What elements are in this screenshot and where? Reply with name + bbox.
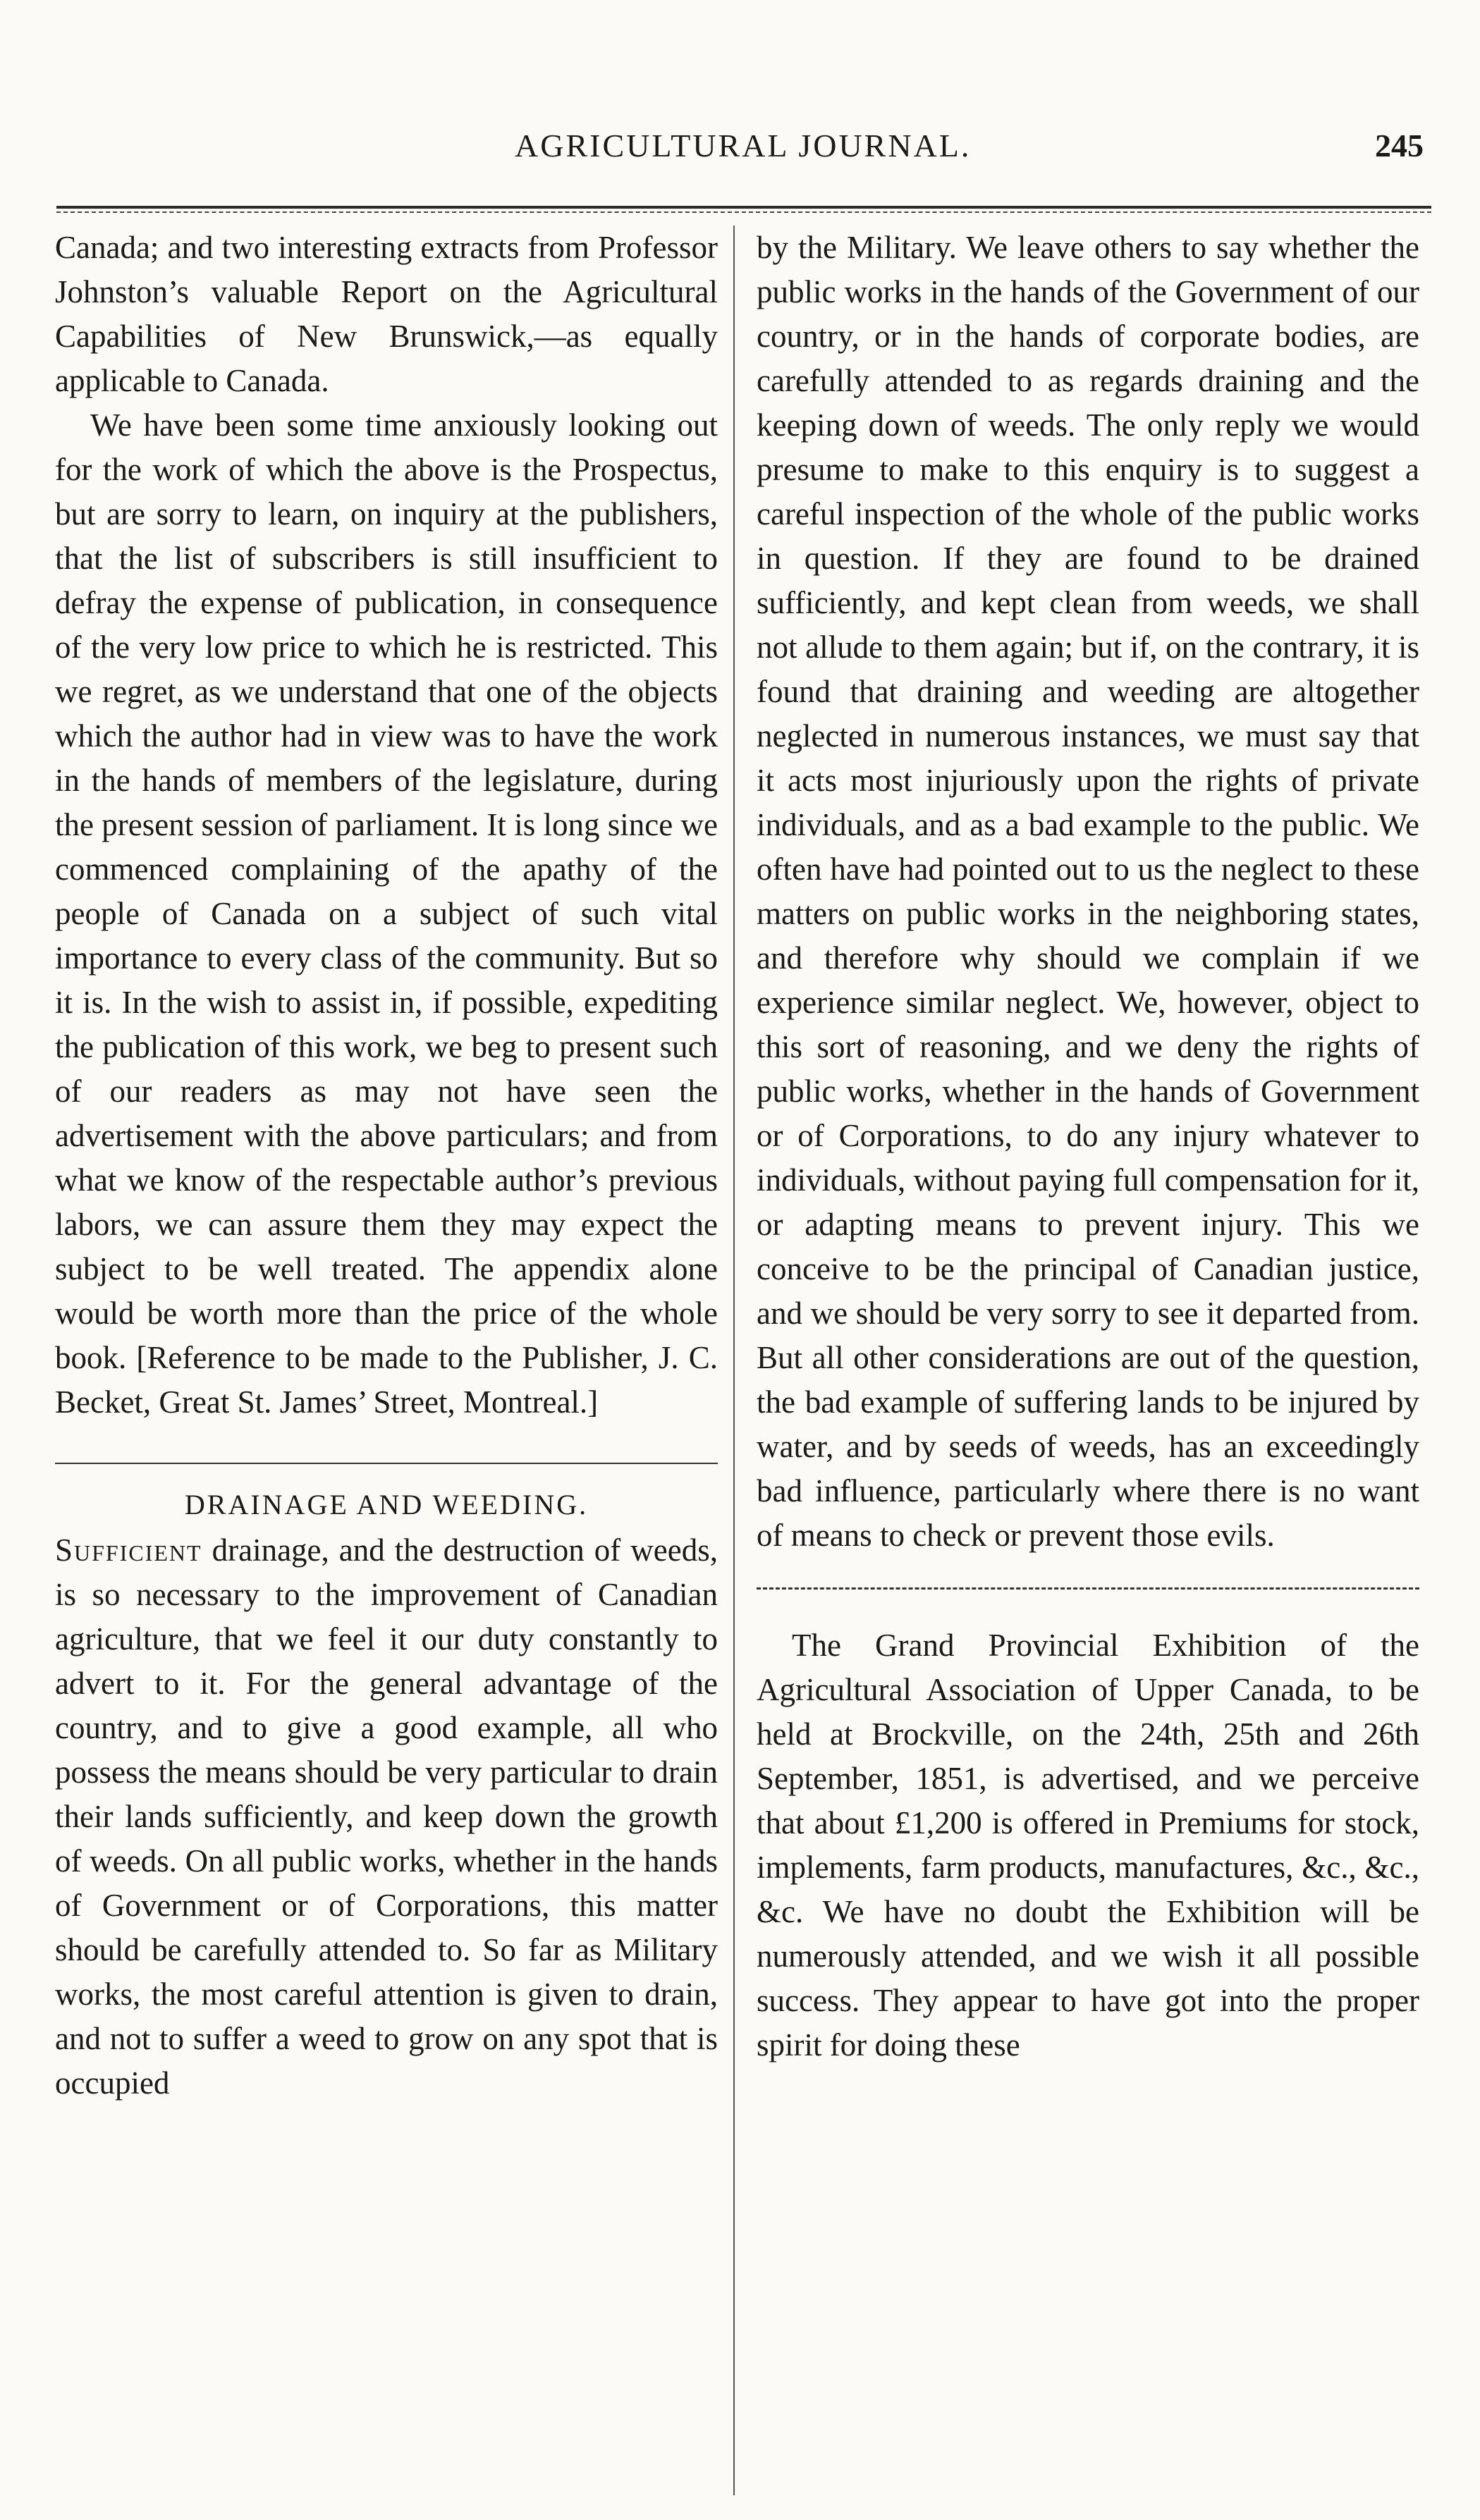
lead-word: Sufficient xyxy=(55,1532,202,1568)
page-header xyxy=(0,120,1480,176)
running-head: AGRICULTURAL JOURNAL. xyxy=(515,128,972,164)
right-paragraph-1: by the Military. We leave others to say whether the public works in the hands of the Government of our country, or in the hands of corporate bodies, are carefully attended to as regards draining and the keeping down of weeds. The only reply we would presume to make to this enquiry is to suggest a careful inspection of the whole of the public works in question. If they are found to be drained sufficiently, and kept clean from weeds, we shall not allude to them again; but if, on the contrary, it is found that draining and weeding are altogether neglected in numerous instances, we must say that it acts most injuriously upon the rights of private individuals, and as a bad example to the public. We often have had pointed out to us the neglect to these matters on public works in the neighboring states, and therefore why should we complain if we experience similar neglect. We, however, object to this sort of reasoning, and we deny the rights of public works, whether in the hands of Government or of Corporations, to do any injury whatever to individuals, without paying full compensation for it, or adapting means to prevent injury. This we conceive to be the principal of Canadian justice, and we should be very sorry to see it departed from. But all other considerations are out of the question, the bad example of suffering lands to be injured by water, and by seeds of weeds, has an exceedingly bad influence, particularly where there is no want of means to check or prevent those evils. xyxy=(757,230,1419,1553)
section-divider xyxy=(55,1463,718,1464)
section-heading: DRAINAGE AND WEEDING. xyxy=(184,1489,589,1520)
left-paragraph-3-text: drainage, and the destruction of weeds, is so necessary to the improvement of Canadian agriculture, that we feel it our duty constantly to advert to it. For the general advantage of the country, and to give a good example, all who possess the means should be very particular to drain their lands sufficiently, and keep down the growth of weeds. On all public works, whether in the hands of Government or of Corporations, this matter should be carefully attended to. So far as Military works, the most careful attention is given to drain, and not to suffer a weed to grow on any spot that is occupied xyxy=(55,1532,718,2101)
left-paragraph-1: Canada; and two interesting extracts from Professor Johnston’s valuable Report on the Agricultural Capabilities of New Brunswick,—as equally applicable to Canada. xyxy=(55,230,718,398)
left-paragraph-3 xyxy=(55,1528,718,2106)
header-rule-dashed xyxy=(56,211,1431,213)
right-paragraph-2: The Grand Provincial Exhibition of the Agricultural Association of Upper Canada, to be held at Brockville, on the 24th, 25th and 26th September, 1851, is advertised, and we perceive that about £1,200 is offered in Premiums for stock, implements, farm products, manufactures, &c., &c., &c. We have no doubt the Exhibition will be numerously attended, and we wish it all possible success. They appear to have got into the proper spirit for doing these xyxy=(757,1628,1419,2063)
article-divider xyxy=(757,1587,1419,1590)
page-number: 245 xyxy=(1375,128,1424,164)
left-paragraph-2: We have been some time anxiously looking out for the work of which the above is the Prospectus, but are sorry to learn, on inquiry at the publishers, that the list of subscribers is still insufficient to defray the expense of publication, in consequence of the very low price to which he is restricted. This we regret, as we understand that one of the objects which the author had in view was to have the work in the hands of members of the legislature, during the present session of parliament. It is long since we commenced complaining of the apathy of the people of Canada on a subject of such vital importance to every class of the community. But so it is. In the wish to assist in, if possible, expediting the publication of this work, we beg to present such of our readers as may not have seen the advertisement with the above particulars; and from what we know of the respectable author’s previous labors, we can assure them they may expect the subject to be well treated. The appendix alone would be worth more than the price of the whole book. [Reference to be made to the Publisher, J. C. Becket, Great St. James’ Street, Montreal.] xyxy=(55,407,718,1420)
column-divider xyxy=(733,226,735,2495)
header-rule xyxy=(56,206,1431,209)
left-column xyxy=(55,226,718,2502)
right-column xyxy=(757,226,1419,2502)
